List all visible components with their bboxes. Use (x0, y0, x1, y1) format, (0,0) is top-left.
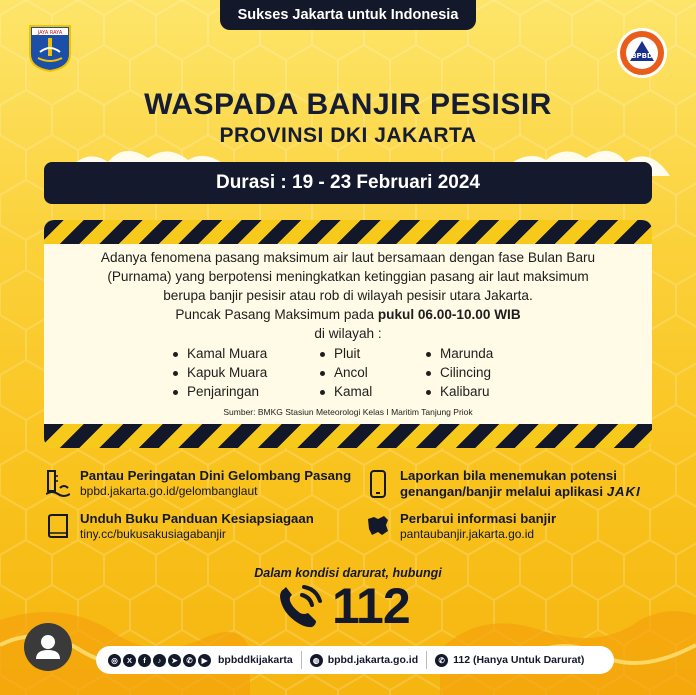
footer-divider (301, 651, 302, 669)
info-monitor (46, 468, 366, 504)
smartphone-icon (366, 470, 390, 498)
phone-call-icon (276, 583, 328, 631)
notice-line: berupa banjir pesisir atau rob di wilayah pesisir utara Jakarta. (163, 288, 533, 303)
telegram-icon[interactable]: ➤ (168, 654, 181, 667)
user-icon (24, 623, 72, 671)
guide-link[interactable]: tiny.cc/bukusakusiagabanjir (80, 527, 226, 541)
peak-time: pukul 06.00-10.00 WIB (377, 307, 521, 322)
source-note: Sumber: BMKG Stasiun Meteorologi Kelas I Maritim Tanjung Priok (223, 407, 473, 417)
sub-title: PROVINSI DKI JAKARTA (219, 124, 477, 147)
instagram-icon[interactable]: ◎ (108, 654, 121, 667)
whatsapp-icon[interactable]: ✆ (183, 654, 196, 667)
hazard-stripe-top (44, 220, 652, 244)
svg-text:BPBD: BPBD (631, 52, 653, 60)
svg-text:JAYA RAYA: JAYA RAYA (37, 30, 63, 36)
top-tagline-banner (220, 0, 476, 30)
report-line-2: genangan/banjir melalui aplikasi JAKI (400, 484, 641, 499)
notice-line: Adanya fenomena pasang maksimum air laut bersamaan dengan fase Bulan Baru (100, 250, 596, 265)
tide-gauge-icon (46, 470, 70, 498)
jakarta-map-icon (366, 513, 390, 541)
hazard-stripe-bottom (44, 424, 652, 448)
report-line-1: Laporkan bila menemukan potensi (400, 468, 617, 483)
website-link[interactable]: bpbd.jakarta.go.id (327, 654, 419, 666)
location-list-2 (320, 346, 372, 403)
emergency-number-text: 112 (332, 578, 410, 634)
location-item: Kamal (320, 384, 372, 403)
tiktok-icon[interactable]: ♪ (153, 654, 166, 667)
info-report (366, 468, 666, 504)
emergency-label: Dalam kondisi darurat, hubungi (254, 566, 442, 580)
location-item: Kapuk Muara (173, 365, 267, 384)
duration-banner (44, 162, 652, 204)
location-item: Kamal Muara (173, 346, 267, 365)
tagline-text: Sukses Jakarta untuk Indonesia (237, 7, 459, 23)
dki-jakarta-emblem-icon (28, 24, 72, 72)
main-title: WASPADA BANJIR PESISIR (144, 88, 552, 121)
location-item: Ancol (320, 365, 372, 384)
hotline-text: 112 (Hanya Untuk Darurat) (453, 654, 585, 666)
warning-card (44, 220, 652, 448)
location-item: Kalibaru (426, 384, 493, 403)
info-update (366, 511, 666, 547)
location-item: Cilincing (426, 365, 493, 384)
peak-line (54, 305, 642, 324)
monitor-title: Pantau Peringatan Dini Gelombang Pasang (80, 468, 352, 483)
footer-divider (426, 651, 427, 669)
globe-icon: ◍ (310, 654, 323, 667)
update-link[interactable]: pantaubanjir.jakarta.go.id (400, 527, 535, 541)
phone-icon: ✆ (435, 654, 448, 667)
location-item: Penjaringan (173, 384, 267, 403)
facebook-icon[interactable]: f (138, 654, 151, 667)
avatar[interactable] (24, 623, 72, 671)
update-title: Perbarui informasi banjir (400, 511, 557, 526)
notice-body (54, 248, 642, 343)
info-guide (46, 511, 366, 547)
monitor-link[interactable]: bpbd.jakarta.go.id/gelombanglaut (80, 484, 258, 498)
notice-line: (Purnama) yang berpotensi meningkatkan ketinggian pasang air laut maksimum (107, 269, 589, 284)
x-icon[interactable]: X (123, 654, 136, 667)
location-item: Marunda (426, 346, 493, 365)
duration-text: Durasi : 19 - 23 Februari 2024 (215, 172, 480, 193)
emergency-number (276, 579, 426, 635)
social-handle[interactable]: bpbddkijakarta (218, 654, 293, 666)
location-list-3 (426, 346, 493, 403)
location-item: Pluit (320, 346, 372, 365)
jaki-app-logo: JAKI (606, 484, 641, 499)
bpbd-logo-icon (616, 27, 668, 79)
footer-bar (96, 646, 614, 674)
region-label: di wilayah : (314, 326, 382, 341)
youtube-icon[interactable]: ▶ (198, 654, 211, 667)
peak-prefix: Puncak Pasang Maksimum pada (175, 307, 378, 322)
guide-title: Unduh Buku Panduan Kesiapsiagaan (80, 511, 314, 526)
location-list-1 (173, 346, 267, 403)
book-icon (46, 513, 70, 541)
